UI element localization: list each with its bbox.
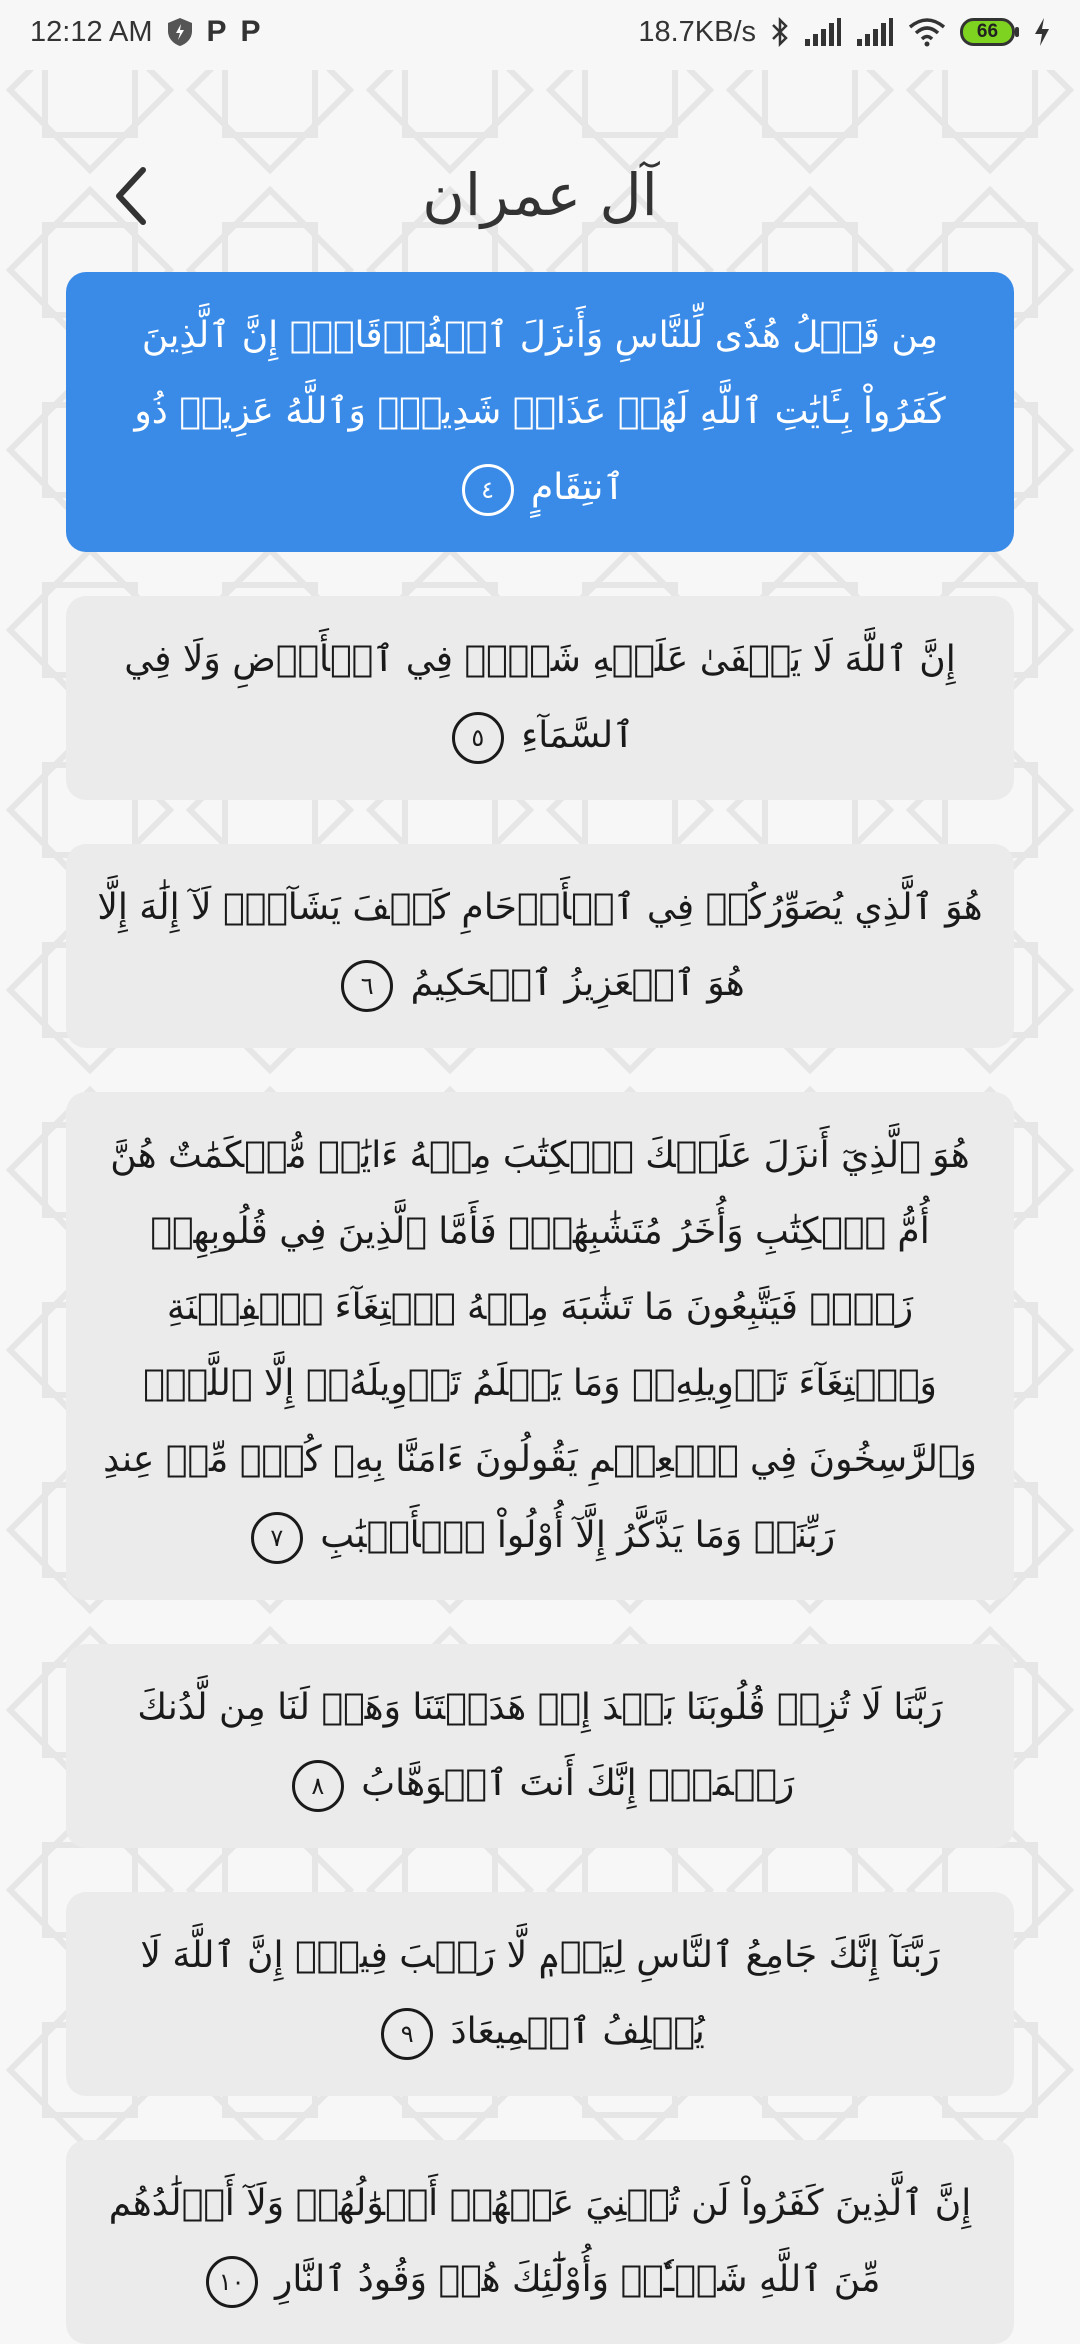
ayah-number-badge: ٨ — [292, 1760, 344, 1812]
network-speed: 18.7KB/s — [638, 15, 756, 48]
status-bar — [0, 0, 1080, 64]
ayah-card[interactable] — [66, 1092, 1014, 1600]
ayah-card[interactable] — [66, 2140, 1014, 2344]
ayah-text: رَبَّنَآ إِنَّكَ جَامِعُ ٱلنَّاسِ لِيَوۡمٖ لَّا رَيۡبَ فِيهِۚ إِنَّ ٱللَّهَ لَا يُخۡلِفُ ٱلۡمِيعَادَ — [140, 1935, 940, 2052]
signal-icon — [804, 17, 842, 47]
ayah-card[interactable] — [66, 1644, 1014, 1848]
ayah-card[interactable] — [66, 844, 1014, 1048]
battery-level: 66 — [976, 21, 999, 42]
ayah-text: رَبَّنَا لَا تُزِغۡ قُلُوبَنَا بَعۡدَ إِذۡ هَدَيۡتَنَا وَهَبۡ لَنَا مِن لَّدُنكَ رَحۡمَةًۚ إِنَّكَ أَنتَ ٱلۡوَهَّابُ — [137, 1687, 943, 1804]
wifi-icon — [908, 17, 946, 47]
ayah-number-badge: ٤ — [462, 464, 514, 516]
ayah-number-badge: ٧ — [251, 1512, 303, 1564]
signal-icon — [856, 17, 894, 47]
status-time: 12:12 AM — [30, 15, 153, 48]
ayah-number-badge: ١٠ — [206, 2256, 258, 2308]
ayah-list[interactable] — [66, 272, 1014, 2300]
bluetooth-icon — [770, 16, 790, 48]
ayah-card[interactable] — [66, 1892, 1014, 2096]
p-icon: P — [206, 15, 227, 48]
ayah-text: إِنَّ ٱللَّهَ لَا يَخۡفَىٰ عَلَيۡهِ شَيۡءٞ فِي ٱلۡأَرۡضِ وَلَا فِي ٱلسَّمَآءِ — [124, 639, 956, 756]
app-header — [0, 130, 1080, 260]
ayah-number-badge: ٦ — [341, 960, 393, 1012]
back-button[interactable] — [105, 160, 161, 232]
shield-icon — [167, 17, 193, 47]
ayah-text: هُوَ ٱلَّذِيٓ أَنزَلَ عَلَيۡكَ ٱلۡكِتَٰبَ مِنۡهُ ءَايَٰتٞ مُّحۡكَمَٰتٌ هُنَّ أُمُّ ٱلۡكِتَٰبِ وَأُخَرُ مُتَشَٰبِهَٰتٞۖ فَأَمَّا ٱلَّذِينَ فِي قُلُوبِهِمۡ زَيۡغٞ فَيَتَّبِعُونَ مَا تَشَٰبَهَ مِنۡهُ ٱبۡتِغَآءَ ٱلۡفِتۡنَةِ وَٱبۡتِغَآءَ تَأۡوِيلِهِۦۖ وَمَا يَعۡلَمُ تَأۡوِيلَهُۥٓ إِلَّا ٱللَّهُۗ وَٱلرَّٰسِخُونَ فِي ٱلۡعِلۡمِ يَقُولُونَ ءَامَنَّا بِهِۦ كُلّٞ مِّنۡ عِندِ رَبِّنَاۗ وَمَا يَذَّكَّرُ إِلَّآ أُوْلُواْ ٱلۡأَلۡبَٰبِ — [103, 1135, 977, 1556]
surah-title: آل عمران — [422, 161, 658, 229]
ayah-number-badge: ٩ — [381, 2008, 433, 2060]
ayah-text: هُوَ ٱلَّذِي يُصَوِّرُكُمۡ فِي ٱلۡأَرۡحَامِ كَيۡفَ يَشَآءُۚ لَآ إِلَٰهَ إِلَّا هُوَ ٱلۡعَزِيزُ ٱلۡحَكِيمُ — [97, 887, 983, 1004]
ayah-card-active[interactable] — [66, 272, 1014, 552]
ayah-text: إِنَّ ٱلَّذِينَ كَفَرُواْ لَن تُغۡنِيَ عَنۡهُمۡ أَمۡوَٰلُهُمۡ وَلَآ أَوۡلَٰدُهُم مِّنَ ٱللَّهِ شَيۡـٔٗاۖ وَأُوْلَٰٓئِكَ هُمۡ وَقُودُ ٱلنَّارِ — [108, 2183, 972, 2300]
battery-icon — [960, 18, 1020, 46]
charging-icon — [1034, 17, 1050, 47]
ayah-card[interactable] — [66, 596, 1014, 800]
ayah-text: مِن قَبۡلُ هُدٗى لِّلنَّاسِ وَأَنزَلَ ٱلۡفُرۡقَانَۗ إِنَّ ٱلَّذِينَ كَفَرُواْ بِـَٔايَٰتِ ٱللَّهِ لَهُمۡ عَذَابٞ شَدِيدٞۗ وَٱللَّهُ عَزِيزٞ ذُو ٱنتِقَامٍ — [134, 315, 946, 508]
ayah-number-badge: ٥ — [452, 712, 504, 764]
p-icon: P — [240, 15, 261, 48]
